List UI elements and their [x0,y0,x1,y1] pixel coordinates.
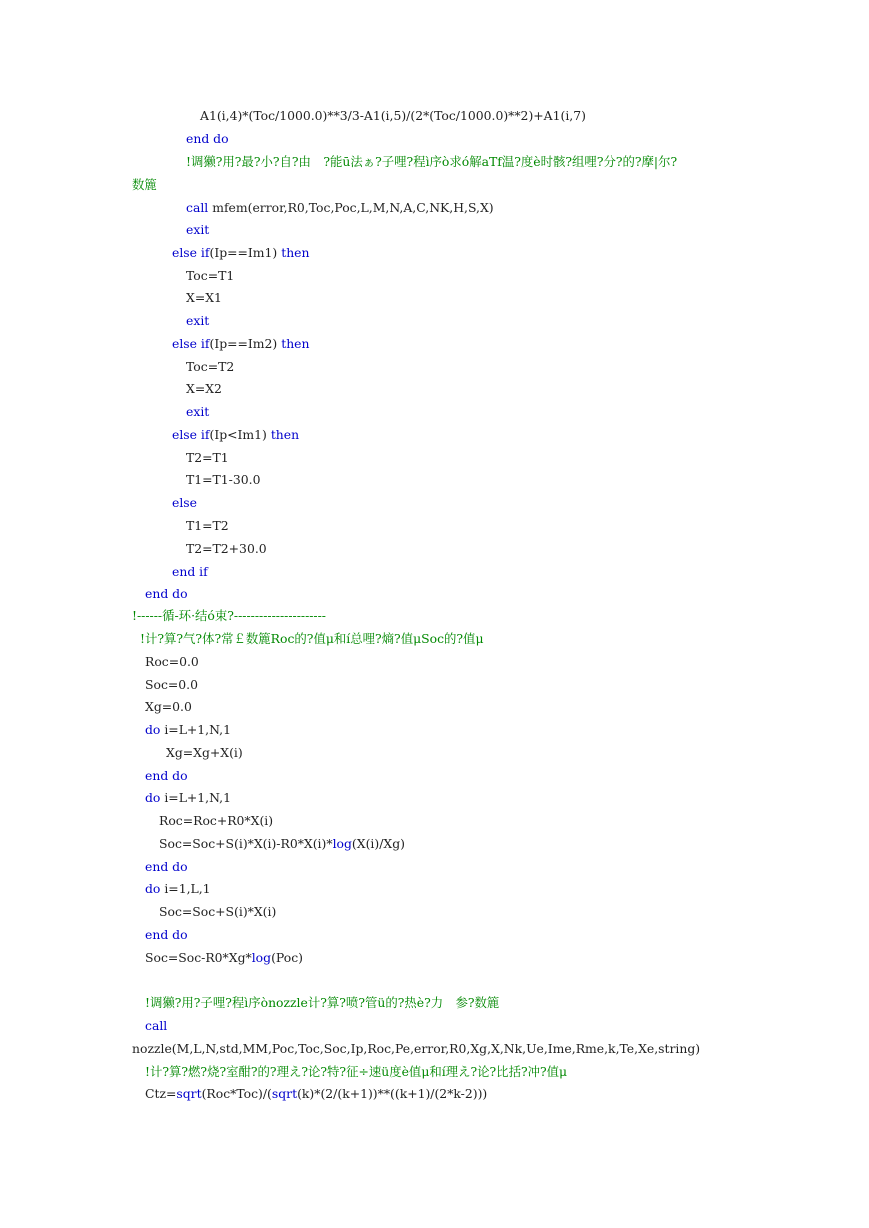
code-line [145,768,188,784]
code-text: (Ip==Im2) [209,336,282,351]
code-comment: !计?算?燃?烧?室酣?的?理え?论?特?征÷速ü度è值μ和í理え?论?比括?冲?值μ [145,1064,568,1079]
code-text: i=1,L,1 [160,881,211,896]
code-line [186,154,677,170]
code-keyword: do [145,722,161,737]
code-keyword: exit [186,313,210,328]
code-intrinsic: sqrt [176,1086,202,1101]
code-keyword: else if [172,336,210,351]
code-comment: !计?算?气?体?常￡数簏Roc的?值μ和í总哩?熵?值μSoc的?值μ [140,631,484,646]
code-text: Ctz= [145,1086,177,1101]
code-line [186,131,229,147]
code-text: nozzle(M,L,N,std,MM,Poc,Toc,Soc,Ip,Roc,Pe,error,R0,Xg,X,Nk,Ue,Ime,Rme,k,Te,Xe,string) [132,1041,701,1056]
code-line [172,336,310,352]
code-keyword: end do [145,768,188,783]
code-line [186,200,494,216]
code-keyword: call [145,1018,168,1033]
code-keyword: end do [145,859,188,874]
code-intrinsic: log [332,836,352,851]
code-line [186,313,209,329]
code-line [200,108,586,124]
code-line [186,359,234,375]
code-text: X=X2 [186,381,222,396]
code-text: (Ip<Im1) [209,427,271,442]
code-line [132,608,326,624]
code-keyword: then [281,245,310,260]
code-line [145,859,188,875]
code-line [145,881,211,897]
code-line [159,836,405,852]
code-comment: !调獭?用?最?小?自?由 ?能ū法ぁ?子哩?程ì序ò求ó解aΤf温?度è时骸?组哩?分?的?摩|尔? [186,154,678,169]
code-intrinsic: log [251,950,272,965]
code-line [145,677,198,693]
code-text: Soc=Soc+S(i)*X(i)-R0*X(i)* [159,836,333,851]
code-line [186,541,267,557]
code-keyword: then [270,427,300,442]
code-line [172,245,310,261]
code-line [145,790,231,806]
code-text: (Ip==Im1) [209,245,282,260]
code-text: i=L+1,N,1 [160,722,231,737]
code-line [145,699,192,715]
code-line [145,1064,567,1080]
code-text: Roc=0.0 [145,654,199,669]
code-line [186,472,260,488]
code-text: T2=T1 [186,450,229,465]
code-text: T1=T1-30.0 [186,472,261,487]
code-line [186,404,209,420]
code-line [140,631,484,647]
code-text: Soc=Soc-R0*Xg* [145,950,252,965]
code-text: mfem(error,R0,Toc,Poc,L,M,N,A,C,NK,H,S,X) [208,200,494,215]
code-keyword: then [281,336,310,351]
code-text: (X(i)/Xg) [351,836,405,851]
code-text: (Poc) [271,950,303,965]
code-line [145,1018,167,1034]
code-keyword: exit [186,404,210,419]
code-line [159,904,276,920]
code-comment: !调獭?用?子哩?程ì序ònozzle计?算?喷?管ü的?热è?力 参?数簏 [145,995,500,1010]
code-line [145,927,188,943]
code-text: X=X1 [186,290,222,305]
code-keyword: exit [186,222,210,237]
code-text: (Roc*Toc)/( [201,1086,272,1101]
code-line [145,722,231,738]
code-text: Toc=T1 [186,268,235,283]
code-line [132,177,157,193]
code-line [186,518,229,534]
code-keyword: else if [172,245,210,260]
code-comment: !------循-环·结ó束?---------------------- [132,608,326,623]
code-line [186,222,209,238]
code-keyword: end do [186,131,229,146]
code-text: Toc=T2 [186,359,235,374]
code-line [145,950,303,966]
code-text: T2=T2+30.0 [186,541,267,556]
code-line [186,450,229,466]
code-line [132,1041,700,1057]
code-keyword: do [145,881,161,896]
code-line [145,1086,487,1102]
code-text: Roc=Roc+R0*X(i) [159,813,274,828]
code-text: Xg=0.0 [145,699,192,714]
code-text: (k)*(2/(k+1))**((k+1)/(2*k-2))) [297,1086,488,1101]
code-comment: 数簏 [132,177,157,192]
code-line [145,586,188,602]
code-text: T1=T2 [186,518,229,533]
code-text: Soc=0.0 [145,677,198,692]
code-line [166,745,243,761]
code-text: i=L+1,N,1 [160,790,231,805]
code-keyword: end do [145,927,188,942]
code-keyword: end if [172,564,208,579]
code-line [186,381,222,397]
code-keyword: end do [145,586,188,601]
code-line [172,564,208,580]
code-line [172,427,299,443]
code-text: A1(i,4)*(Toc/1000.0)**3/3-A1(i,5)/(2*(Toc/1000.0)**2)+A1(i,7) [200,108,586,123]
code-line [145,995,499,1011]
code-line [145,654,199,670]
code-line [186,290,222,306]
code-keyword: else [172,495,197,510]
code-intrinsic: sqrt [271,1086,298,1101]
code-keyword: do [145,790,161,805]
code-line [186,268,234,284]
code-keyword: else if [172,427,210,442]
code-line [172,495,197,511]
code-line [159,813,273,829]
code-text: Xg=Xg+X(i) [166,745,243,760]
code-keyword: call [186,200,209,215]
code-text: Soc=Soc+S(i)*X(i) [159,904,277,919]
